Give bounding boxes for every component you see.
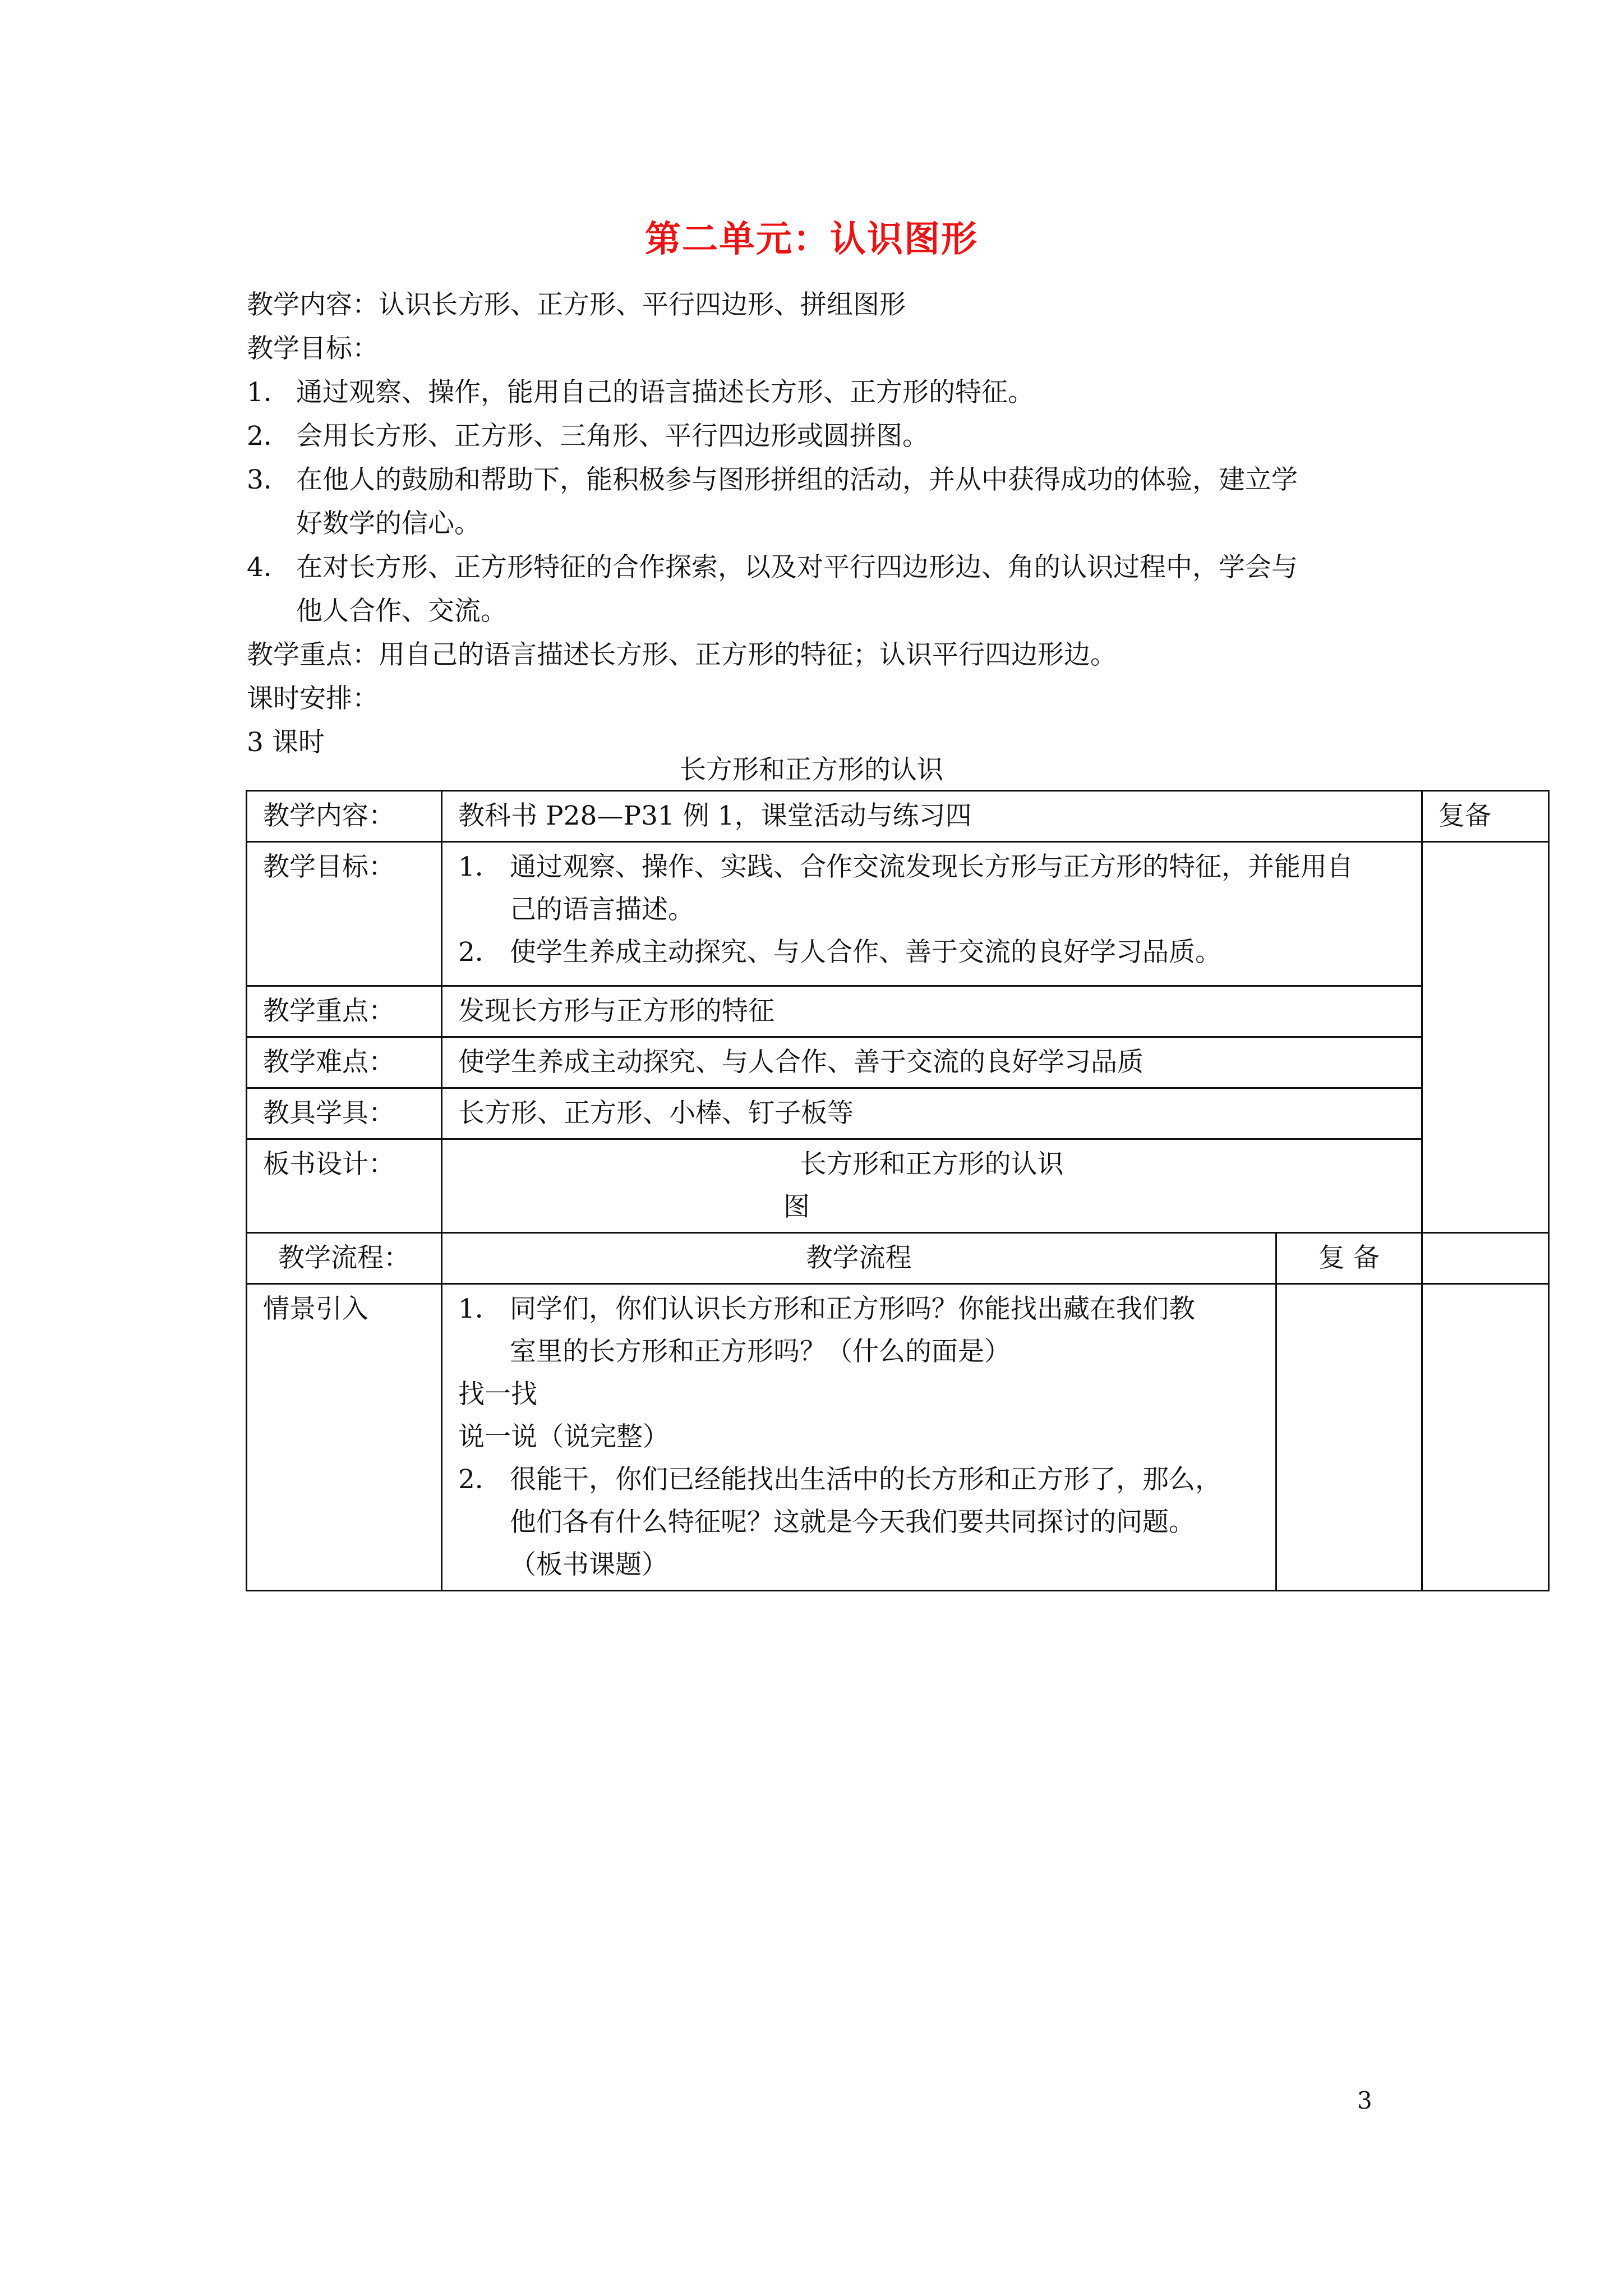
board-label-cell: 板书设计： xyxy=(247,1139,442,1233)
process-label-cell: 教学流程： xyxy=(247,1233,442,1284)
intro-section xyxy=(247,283,1396,765)
step-text-continued: （板书课题） xyxy=(510,1549,668,1580)
prep-notes-cell xyxy=(1422,842,1549,1233)
step-text: 同学们，你们认识长方形和正方形吗？你能找出藏在我们教 xyxy=(510,1294,1195,1324)
lesson-plan-table xyxy=(246,790,1550,1591)
key-value-cell: 发现长方形与正方形的特征 xyxy=(442,986,1422,1037)
goal-text: 通过观察、操作、实践、合作交流发现长方形与正方形的特征，并能用自 xyxy=(510,852,1353,882)
goal-text-continued: 好数学的信心。 xyxy=(296,508,481,539)
goal-number: 2． xyxy=(458,937,501,968)
difficult-value-cell: 使学生养成主动探究、与人合作、善于交流的良好学习品质 xyxy=(442,1037,1422,1088)
intro-goal-item xyxy=(247,458,1396,546)
goal-text-continued: 他人合作、交流。 xyxy=(296,596,507,627)
page-number: 3 xyxy=(1357,2087,1372,2114)
step-text-continued: 室里的长方形和正方形吗？（什么的面是） xyxy=(510,1336,1011,1367)
prep-header-cell: 复备 xyxy=(1422,791,1549,842)
process-extra-cell xyxy=(1422,1233,1549,1284)
teaching-goals-label: 教学目标： xyxy=(247,333,379,364)
goal-text-continued: 己的语言描述。 xyxy=(510,894,694,925)
steps-cell xyxy=(442,1284,1276,1591)
goal-text: 会用长方形、正方形、三角形、平行四边形或圆拼图。 xyxy=(296,421,929,452)
steps-extra-cell xyxy=(1422,1284,1549,1591)
process-header-cell: 教学流程 xyxy=(442,1233,1276,1284)
goal-text: 在对长方形、正方形特征的合作探索，以及对平行四边形边、角的认识过程中，学会与 xyxy=(296,552,1298,583)
teaching-content-line: 教学内容：认识长方形、正方形、平行四边形、拼组图形 xyxy=(247,289,906,320)
goal-number: 3． xyxy=(247,464,290,495)
content-label-cell: 教学内容： xyxy=(247,791,442,842)
tools-label-cell: 教具学具： xyxy=(247,1088,442,1139)
step-text-continued: 他们各有什么特征呢？这就是今天我们要共同探讨的问题。 xyxy=(510,1507,1195,1538)
key-points-line: 教学重点：用自己的语言描述长方形、正方形的特征；认识平行四边形边。 xyxy=(247,639,1117,670)
difficult-label-cell: 教学难点： xyxy=(247,1037,442,1088)
board-design-cell xyxy=(442,1139,1422,1233)
step-number: 1． xyxy=(458,1294,501,1324)
steps-prep-cell xyxy=(1276,1284,1422,1591)
stage-label-cell: 情景引入 xyxy=(247,1284,442,1591)
intro-goal-item xyxy=(247,371,1396,415)
goals-value-cell xyxy=(442,842,1422,986)
goal-text: 通过观察、操作，能用自己的语言描述长方形、正方形的特征。 xyxy=(296,377,1034,408)
goal-text: 使学生养成主动探究、与人合作、善于交流的良好学习品质。 xyxy=(510,937,1221,968)
schedule-value: 3 课时 xyxy=(247,727,325,758)
tools-value-cell: 长方形、正方形、小棒、钉子板等 xyxy=(442,1088,1422,1139)
goal-text: 在他人的鼓励和帮助下，能积极参与图形拼组的活动，并从中获得成功的体验，建立学 xyxy=(296,464,1298,495)
step-text: 说一说（说完整） xyxy=(458,1421,669,1452)
page-title: 第二单元：认识图形 xyxy=(645,219,978,260)
step-number: 2． xyxy=(458,1464,501,1495)
content-value-cell: 教科书 P28—P31 例 1，课堂活动与练习四 xyxy=(442,791,1422,842)
goals-label-cell: 教学目标： xyxy=(247,842,442,986)
goal-number: 1． xyxy=(458,852,501,882)
intro-goal-item xyxy=(247,546,1396,633)
schedule-label: 课时安排： xyxy=(247,683,379,714)
step-text: 找一找 xyxy=(458,1379,537,1410)
table-caption: 长方形和正方形的认识 xyxy=(680,754,943,785)
key-label-cell: 教学重点： xyxy=(247,986,442,1037)
goal-number: 2． xyxy=(247,421,290,452)
goal-number: 4． xyxy=(247,552,290,583)
goal-number: 1． xyxy=(247,377,290,408)
board-title: 长方形和正方形的认识 xyxy=(800,1149,1064,1180)
board-figure-label: 图 xyxy=(783,1191,810,1222)
process-prep-header-cell: 复 备 xyxy=(1276,1233,1422,1284)
intro-goal-item xyxy=(247,415,1396,458)
step-text: 很能干，你们已经能找出生活中的长方形和正方形了，那么， xyxy=(510,1464,1221,1495)
